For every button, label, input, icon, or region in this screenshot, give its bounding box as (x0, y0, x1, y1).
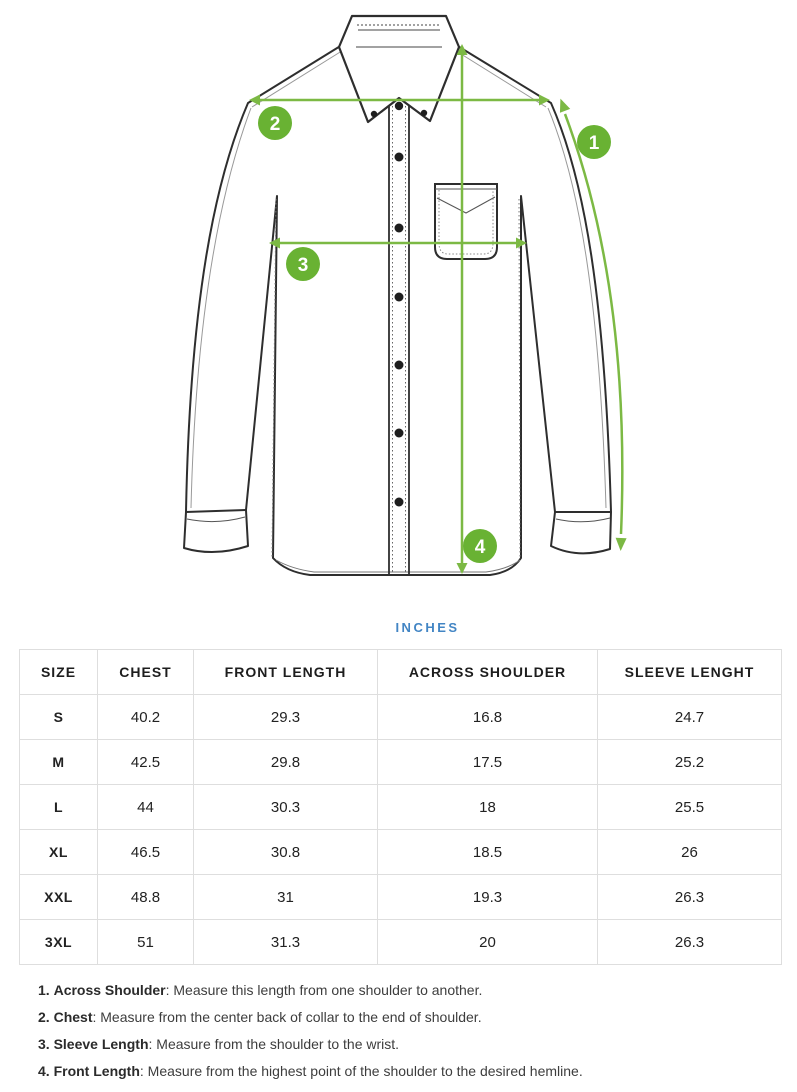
footnote-text: : Measure from the highest point of the shoulder to the desired hemline. (139, 1063, 583, 1079)
col-header-front-length: FRONT LENGTH (194, 650, 378, 695)
table-row (20, 875, 782, 920)
size-value: M (20, 740, 98, 785)
table-row (20, 785, 782, 830)
footnote-text: : Measure this length from one shoulder to another. (165, 982, 483, 998)
col-header-chest: CHEST (98, 650, 194, 695)
across-shoulder-value: 18 (378, 785, 598, 830)
across-shoulder-value: 18.5 (378, 830, 598, 875)
measurement-footnotes (38, 983, 797, 1078)
table-row (20, 695, 782, 740)
footnote-number: 1. (38, 982, 50, 998)
sleeve-length-value: 26.3 (598, 875, 782, 920)
across-shoulder-value: 19.3 (378, 875, 598, 920)
footnote-term: Across Shoulder (53, 982, 166, 998)
footnote-text: : Measure from the center back of collar to the end of shoulder. (92, 1009, 482, 1025)
front-length-value: 31.3 (194, 920, 378, 965)
footnote-number: 2. (38, 1009, 50, 1025)
sleeve-length-value: 24.7 (598, 695, 782, 740)
table-row (20, 920, 782, 965)
size-value: L (20, 785, 98, 830)
col-header-sleeve-length: SLEEVE LENGHT (598, 650, 782, 695)
size-value: XL (20, 830, 98, 875)
shirt-outline (184, 45, 611, 575)
footnote-number: 3. (38, 1036, 50, 1052)
footnote-term: Sleeve Length (53, 1036, 149, 1052)
badge-2-number: 2 (269, 114, 281, 135)
header-row (20, 650, 782, 695)
size-value: S (20, 695, 98, 740)
measure-badge-4 (463, 529, 497, 563)
size-chart-table (19, 649, 782, 965)
measure-badge-3 (286, 247, 320, 281)
footnote-number: 4. (38, 1063, 50, 1079)
across-shoulder-value: 20 (378, 920, 598, 965)
badge-1-number: 1 (588, 133, 600, 154)
across-shoulder-value: 16.8 (378, 695, 598, 740)
footnote-front-length (38, 1064, 797, 1078)
size-value: XXL (20, 875, 98, 920)
chest-value: 51 (98, 920, 194, 965)
table-row (20, 830, 782, 875)
footnote-sleeve-length (38, 1037, 797, 1051)
front-length-value: 31 (194, 875, 378, 920)
front-length-value: 29.3 (194, 695, 378, 740)
measure-badge-2 (258, 106, 292, 140)
sleeve-length-value: 25.2 (598, 740, 782, 785)
badge-4-number: 4 (474, 537, 486, 558)
measure-badge-1 (577, 125, 611, 159)
sleeve-length-value: 25.5 (598, 785, 782, 830)
size-value: 3XL (20, 920, 98, 965)
chest-value: 40.2 (98, 695, 194, 740)
badge-3-number: 3 (297, 255, 309, 276)
chest-pocket (435, 184, 497, 259)
front-length-value: 30.8 (194, 830, 378, 875)
across-shoulder-value: 17.5 (378, 740, 598, 785)
front-length-value: 29.8 (194, 740, 378, 785)
chest-value: 44 (98, 785, 194, 830)
col-header-size: SIZE (20, 650, 98, 695)
sleeve-length-value: 26 (598, 830, 782, 875)
table-row (20, 740, 782, 785)
footnote-chest (38, 1010, 797, 1024)
front-length-value: 30.3 (194, 785, 378, 830)
chest-value: 42.5 (98, 740, 194, 785)
footnote-term: Front Length (53, 1063, 140, 1079)
units-label: INCHES (395, 620, 460, 635)
col-header-across-shoulder: ACROSS SHOULDER (378, 650, 598, 695)
footnote-text: : Measure from the shoulder to the wrist. (148, 1036, 400, 1052)
chest-value: 46.5 (98, 830, 194, 875)
footnote-across-shoulder (38, 983, 797, 997)
chest-value: 48.8 (98, 875, 194, 920)
footnote-term: Chest (53, 1009, 93, 1025)
sleeve-length-value: 26.3 (598, 920, 782, 965)
